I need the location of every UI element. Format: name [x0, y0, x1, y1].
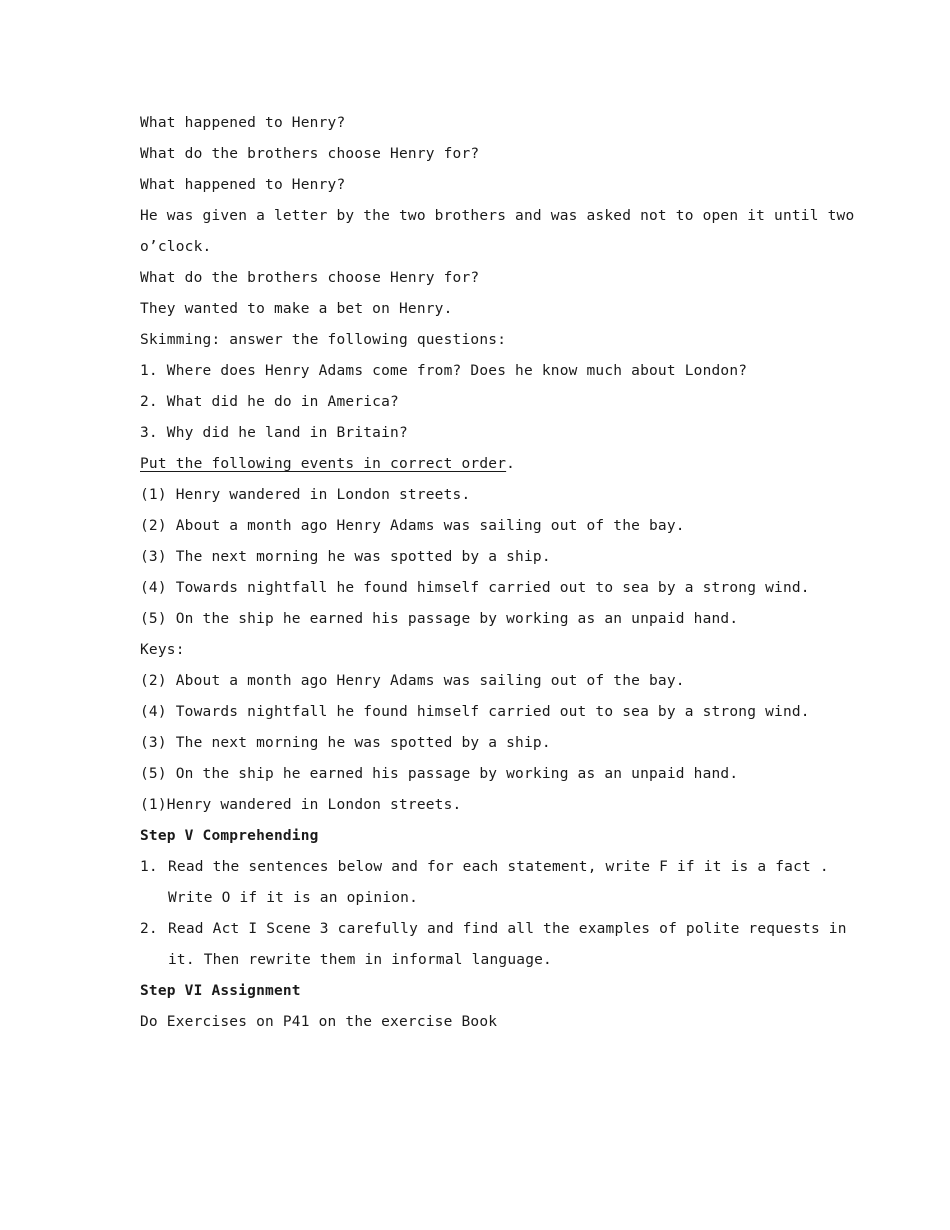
question-line: 2. What did he do in America? — [140, 394, 399, 410]
order-task-heading-punct: . — [506, 456, 516, 472]
question-line: 1. Where does Henry Adams come from? Does he know much about London? — [140, 363, 748, 379]
text-line: What happened to Henry? — [140, 177, 346, 193]
step5-item-2-text: Read Act I Scene 3 carefully and find all the examples of polite requests in — [168, 921, 847, 937]
document-page — [140, 108, 855, 1038]
event-line: (3) The next morning he was spotted by a ship. — [140, 549, 551, 565]
step5-item-1-text: Read the sentences below and for each statement, write F if it is a fact . — [168, 859, 829, 875]
order-task-heading-text: Put the following events in correct order — [140, 456, 507, 472]
text-line: What do the brothers choose Henry for? — [140, 146, 480, 162]
text-line: They wanted to make a bet on Henry. — [140, 301, 453, 317]
event-line: (4) Towards nightfall he found himself carried out to sea by a strong wind. — [140, 580, 810, 596]
key-line: (2) About a month ago Henry Adams was sailing out of the bay. — [140, 673, 685, 689]
step5-item-2 — [140, 914, 847, 945]
step5-item-2-number: 2. — [140, 921, 158, 937]
step6-text: Do Exercises on P41 on the exercise Book — [140, 1014, 498, 1030]
text-line: Skimming: answer the following questions: — [140, 332, 507, 348]
step5-title: Step V Comprehending — [140, 828, 319, 844]
text-line: o’clock. — [140, 239, 212, 255]
text-line: What happened to Henry? — [140, 115, 346, 131]
step5-item-2-continuation: it. Then rewrite them in informal language. — [168, 952, 552, 968]
keys-label: Keys: — [140, 642, 185, 658]
question-line: 3. Why did he land in Britain? — [140, 425, 408, 441]
step6-title: Step VI Assignment — [140, 983, 301, 999]
event-line: (2) About a month ago Henry Adams was sailing out of the bay. — [140, 518, 685, 534]
event-line: (5) On the ship he earned his passage by working as an unpaid hand. — [140, 611, 739, 627]
order-task-heading — [140, 449, 820, 480]
text-line: What do the brothers choose Henry for? — [140, 270, 480, 286]
step5-item-1-continuation: Write O if it is an opinion. — [168, 890, 419, 906]
event-line: (1) Henry wandered in London streets. — [140, 487, 471, 503]
step5-item-1 — [140, 852, 829, 883]
step5-item-1-number: 1. — [140, 859, 158, 875]
key-line: (1)Henry wandered in London streets. — [140, 797, 462, 813]
text-line: He was given a letter by the two brothers and was asked not to open it until two — [140, 208, 855, 224]
key-line: (3) The next morning he was spotted by a ship. — [140, 735, 551, 751]
key-line: (5) On the ship he earned his passage by working as an unpaid hand. — [140, 766, 739, 782]
key-line: (4) Towards nightfall he found himself carried out to sea by a strong wind. — [140, 704, 810, 720]
